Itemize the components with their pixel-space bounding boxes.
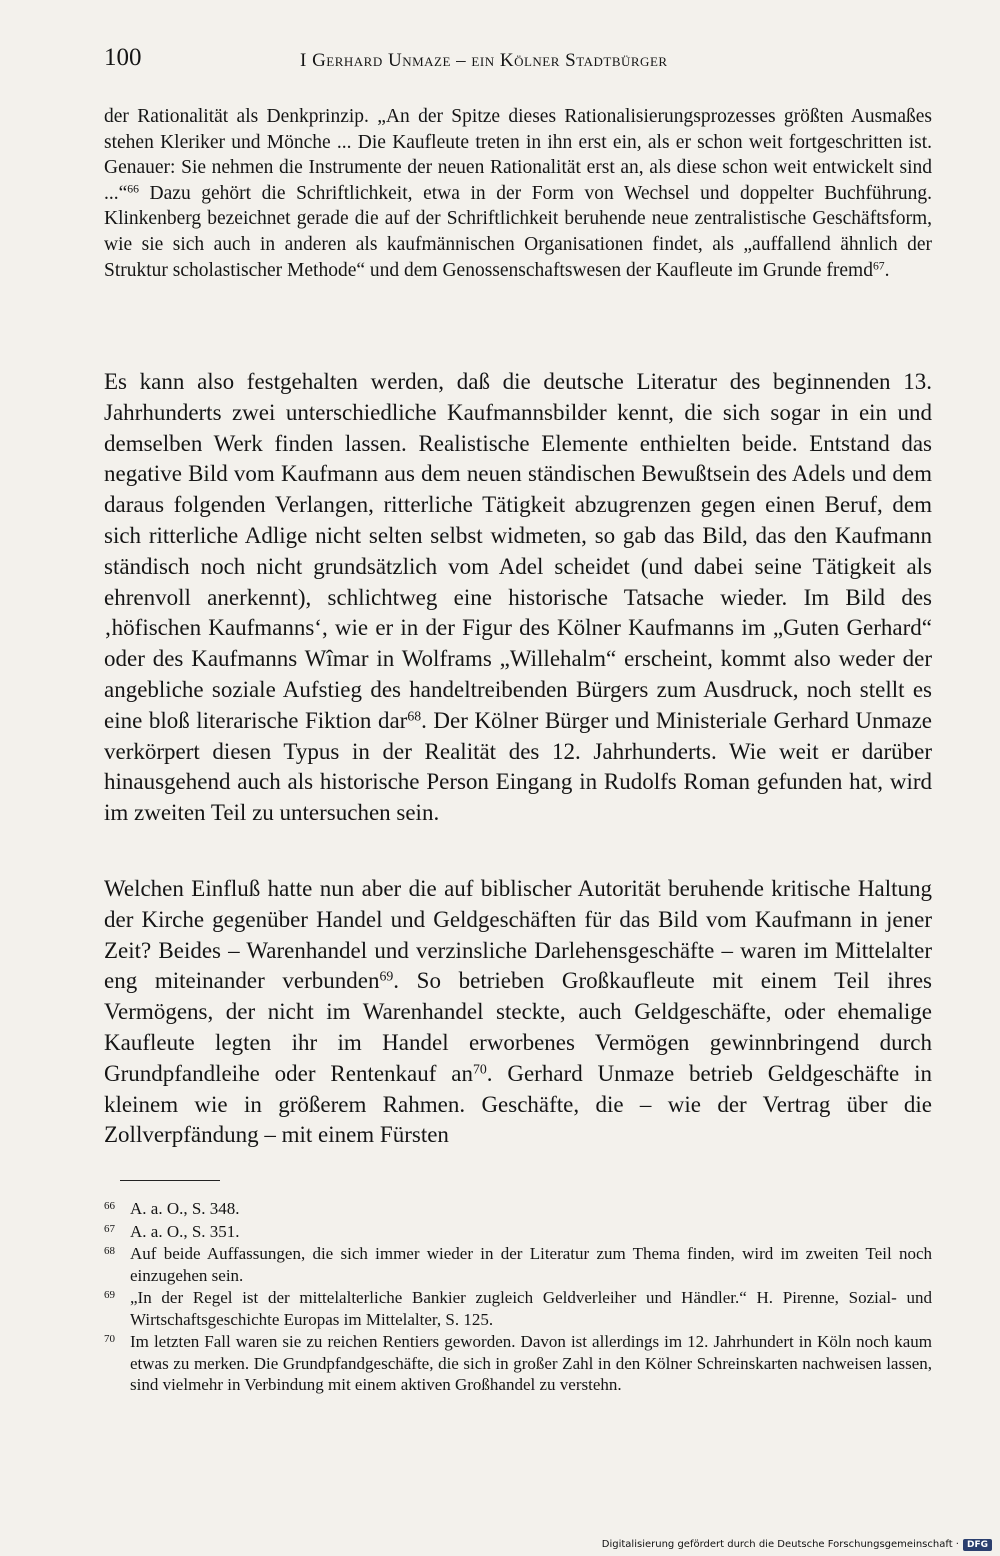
- paragraph-3-text: [104, 874, 932, 1151]
- footnote-ref-66: 66: [127, 182, 139, 196]
- footnote-text: „In der Regel ist der mittelalterliche Bankier zugleich Geldverleiher und Händler.“ H. Pirenne, Sozial- und Wirtschaftsgeschichte Europas im Mittelalter, S. 125.: [130, 1288, 932, 1329]
- footnote-text: Auf beide Auffassungen, die sich immer wieder in der Literatur zum Thema finden, wird im zweiten Teil noch einzugehen sein.: [130, 1244, 932, 1285]
- footnotes: [104, 1198, 932, 1397]
- footnote-ref-70: 70: [472, 1061, 487, 1077]
- paragraph-2-text: [104, 367, 932, 829]
- paragraph-1-text: [104, 104, 932, 283]
- text-run: Dazu gehört die Schriftlichkeit, etwa in der Form von Wechsel und doppelter Buchführung. Klinkenberg bezeichnet gerade die auf der Schriftlichkeit beruhende neue zentralistische Geschäftsform, wie sie sich auch in anderen als kaufmännischen Organisationen findet, als „auffallend ähnlich der Struktur scholastischer Methode“ und dem Genossenschaftswesen der Kaufleute im Grunde fremd: [104, 182, 932, 281]
- footnote: [104, 1243, 932, 1286]
- text-run: Welchen Einfluß hatte nun aber die auf biblischer Autorität beruhende kritische Haltung der Kirche gegenüber Handel und Geldgeschäften für das Bild vom Kaufmann in jener Zeit? Beides – Warenhandel und verzinsliche Darlehensgeschäfte – waren im Mittelalter eng miteinander verbunden: [104, 876, 932, 994]
- text-run: . Gerhard Unmaze betrieb Geldgeschäfte in kleinem wie in größerem Rahmen. Geschäfte, die – wie der Vertrag über die Zollverpfändung – mit einem Fürsten: [104, 1060, 932, 1148]
- paragraph-1: [104, 104, 932, 283]
- footnote-text: Im letzten Fall waren sie zu reichen Rentiers geworden. Davon ist allerdings im 12. Jahrhundert in Köln noch kaum etwas zu merken. Die Grundpfandgeschäfte, die sich in großer Zahl in den Kölner Schreinskarten nachweisen lassen, sind vielmehr in Verbindung mit einem aktiven Großhandel zu verstehn.: [130, 1332, 932, 1394]
- footnote: [104, 1221, 932, 1243]
- footnote-number: 69: [104, 1289, 115, 1301]
- footnote-ref-69: 69: [379, 968, 394, 984]
- text-run: Es kann also festgehalten werden, daß die deutsche Literatur des beginnenden 13. Jahrhunderts zwei unterschiedliche Kaufmannsbilder kennt, die sich sogar in ein und demselben Werk finden lassen. Realistische Elemente enthielten beide. Entstand das negative Bild vom Kaufmann aus dem neuen ständischen Bewußtsein des Adels und dem daraus folgenden Verlangen, ritterliche Tätigkeit abzugrenzen gegen einen Beruf, dem sich ritterliche Adlige nicht selten selbst widmeten, so gab das Bild, das den Kaufmann ständisch noch nicht grundsätzlich vom Adel scheidet (und dabei seine Tätigkeit als ehrenvoll anerkennt), schlichtweg eine historische Tatsache wieder. Im Bild des ‚höfischen Kaufmanns‘, wie er in der Figur des Kölner Kaufmanns im „Guten Gerhard“ oder des Kaufmanns Wîmar in Wolframs „Willehalm“ erscheint, kommt also weder der angebliche soziale Aufstieg des handeltreibenden Bürgers zum Ausdruck, noch stellt es eine bloß literarische Fiktion dar: [104, 369, 932, 733]
- text-run: . Der Kölner Bürger und Ministeriale Gerhard Unmaze verkörpert diesen Typus in der Realität des 12. Jahrhunderts. Wie weit er darüber hinausgehend auch als historische Person Eingang in Rudolfs Roman gefunden hat, wird im zweiten Teil zu untersuchen sein.: [104, 707, 932, 826]
- footnote-ref-68: 68: [407, 708, 422, 724]
- text-run: der Rationalität als Denkprinzip. „An der Spitze dieses Rationalisierungsprozesses größten Ausmaßes stehen Kleriker und Mönche ... Die Kaufleute treten in ihn erst ein, als er schon weit fortgeschritten ist. Genauer: Sie nehmen die Instrumente der neuen Rationalität erst an, als diese schon weit entwickelt sind ...“: [104, 106, 932, 204]
- footnote-number: 70: [104, 1333, 115, 1345]
- digitization-credit: [602, 1539, 992, 1551]
- footnote-number: 67: [104, 1222, 115, 1235]
- footnote: [104, 1198, 932, 1220]
- dfg-logo: DFG: [963, 1539, 992, 1551]
- text-run: .: [884, 259, 890, 281]
- paragraph-3: [104, 874, 932, 1151]
- footnote-text: A. a. O., S. 351.: [130, 1221, 240, 1241]
- footnote: [104, 1331, 932, 1396]
- footnote: [104, 1287, 932, 1330]
- footnote-number: 66: [104, 1200, 115, 1212]
- footnote-number: 68: [104, 1245, 115, 1257]
- footnote-text: A. a. O., S. 348.: [130, 1199, 240, 1218]
- footnote-ref-67: 67: [872, 259, 885, 273]
- text-run: . So betrieben Großkaufleute mit einem Teil ihres Vermögens, der nicht im Warenhandel steckte, auch Geldgeschäfte, oder ehemalige Kaufleute legten ihr im Handel erworbenes Vermögen gewinnbringend durch Grundpfandleihe oder Rentenkauf an: [104, 968, 932, 1086]
- credit-text: Digitalisierung gefördert durch die Deutsche Forschungsgemeinschaft ·: [601, 1539, 959, 1550]
- page-header: [104, 44, 940, 80]
- running-title: I Gerhard Unmaze – ein Kölner Stadtbürger: [300, 50, 668, 71]
- page-number: 100: [104, 44, 142, 71]
- paragraph-2: [104, 367, 932, 829]
- footnote-separator: [120, 1180, 220, 1181]
